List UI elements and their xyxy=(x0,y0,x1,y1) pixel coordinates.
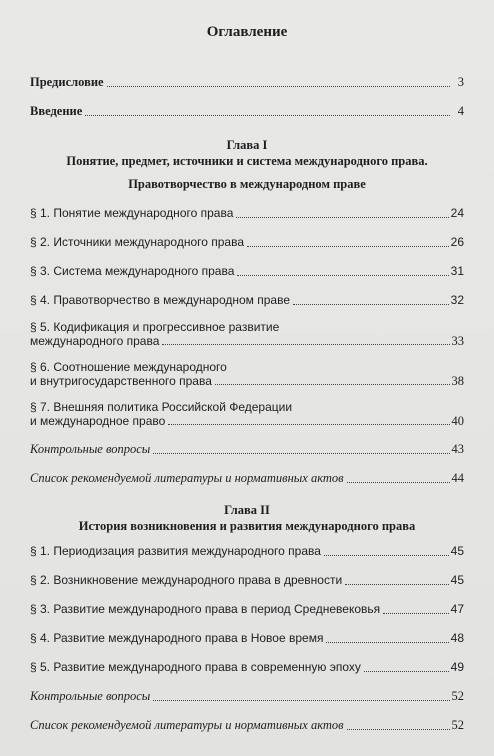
entry-label: Введение xyxy=(30,104,83,118)
toc-title: Оглавление xyxy=(206,24,288,40)
leader-dots xyxy=(247,246,449,247)
toc-entry[interactable] xyxy=(30,602,464,617)
chapter1-title: Понятие, предмет, источники и система международного права. xyxy=(66,153,428,168)
entry-label-line2: и международное право xyxy=(30,414,166,428)
leader-dots xyxy=(347,482,450,483)
entry-page: 52 xyxy=(451,689,464,703)
entry-page: 43 xyxy=(451,442,464,456)
entry-page: 26 xyxy=(450,235,464,249)
entry-label-line2: международного права xyxy=(30,334,160,348)
leader-dots xyxy=(324,555,449,556)
toc-entry[interactable] xyxy=(30,660,464,675)
entry-page: 4 xyxy=(457,104,464,118)
toc-entry[interactable] xyxy=(30,400,464,428)
entry-label: § 2. Источники международного права xyxy=(30,235,245,249)
leader-dots xyxy=(153,700,449,701)
leader-dots xyxy=(215,384,450,385)
entry-label-line1: § 6. Соотношение международного xyxy=(30,360,227,374)
entry-label: § 2. Возникновение международного права в древности xyxy=(30,573,343,587)
entry-label-line2: и внутригосударственного права xyxy=(30,374,212,388)
entry-page: 24 xyxy=(450,206,464,220)
toc-entry[interactable] xyxy=(30,631,464,646)
leader-dots xyxy=(85,115,450,116)
entry-page: 48 xyxy=(450,631,464,645)
toc-entry-questions[interactable] xyxy=(30,689,464,704)
entry-page: 31 xyxy=(450,264,464,278)
toc-entry-questions[interactable] xyxy=(30,442,464,457)
toc-entry-preface[interactable] xyxy=(30,75,464,90)
chapter2-heading: Глава II xyxy=(224,503,270,517)
entry-page: 47 xyxy=(450,602,464,616)
leader-dots xyxy=(383,613,448,614)
entry-label: § 5. Развитие международного права в современную эпоху xyxy=(30,660,361,674)
entry-page: 45 xyxy=(450,544,464,558)
entry-label: Список рекомендуемой литературы и нормативных актов xyxy=(30,718,344,732)
entry-page: 32 xyxy=(450,293,464,307)
entry-label: § 1. Понятие международного права xyxy=(30,206,234,220)
toc-entry[interactable] xyxy=(30,293,464,308)
entry-page: 45 xyxy=(450,573,464,587)
toc-entry[interactable] xyxy=(30,573,464,588)
leader-dots xyxy=(293,304,449,305)
entry-label: Предисловие xyxy=(30,75,104,89)
entry-label: § 3. Развитие международного права в период Средневековья xyxy=(30,602,381,616)
entry-label: § 3. Система международного права xyxy=(30,264,235,278)
leader-dots xyxy=(345,584,448,585)
entry-page: 38 xyxy=(451,374,464,388)
toc-entry-literature[interactable] xyxy=(30,471,464,486)
entry-page: 33 xyxy=(451,334,464,348)
leader-dots xyxy=(326,642,448,643)
leader-dots xyxy=(364,671,449,672)
entry-label: Контрольные вопросы xyxy=(30,689,151,703)
entry-page: 49 xyxy=(450,660,464,674)
leader-dots xyxy=(236,217,448,218)
entry-page: 44 xyxy=(451,471,464,485)
chapter1-subtitle: Правотворчество в международном праве xyxy=(128,177,366,191)
toc-entry[interactable] xyxy=(30,360,464,388)
toc-entry-literature[interactable] xyxy=(30,718,464,733)
entry-page: 40 xyxy=(451,414,464,428)
toc-entry[interactable] xyxy=(30,235,464,250)
entry-label-line1: § 7. Внешняя политика Российской Федерации xyxy=(30,400,293,414)
leader-dots xyxy=(162,344,449,345)
leader-dots xyxy=(168,424,449,425)
chapter1-heading: Глава I xyxy=(226,138,268,152)
entry-label: § 4. Правотворчество в международном праве xyxy=(30,293,291,307)
toc-entry[interactable] xyxy=(30,264,464,279)
leader-dots xyxy=(153,453,449,454)
entry-label-line1: § 5. Кодификация и прогрессивное развитие xyxy=(30,320,280,334)
entry-page: 3 xyxy=(457,75,464,89)
leader-dots xyxy=(347,729,450,730)
entry-page: 52 xyxy=(451,718,464,732)
toc-entry[interactable] xyxy=(30,320,464,348)
entry-label: Список рекомендуемой литературы и нормативных актов xyxy=(30,471,344,485)
entry-label: § 4. Развитие международного права в Новое время xyxy=(30,631,324,645)
entry-label: Контрольные вопросы xyxy=(30,442,151,456)
leader-dots xyxy=(237,275,448,276)
toc-entry[interactable] xyxy=(30,206,464,221)
toc-entry[interactable] xyxy=(30,544,464,559)
chapter2-title: История возникновения и развития международного права xyxy=(78,518,416,533)
toc-entry-intro[interactable] xyxy=(30,104,464,119)
leader-dots xyxy=(107,86,450,87)
entry-label: § 1. Периодизация развития международного права xyxy=(30,544,321,558)
